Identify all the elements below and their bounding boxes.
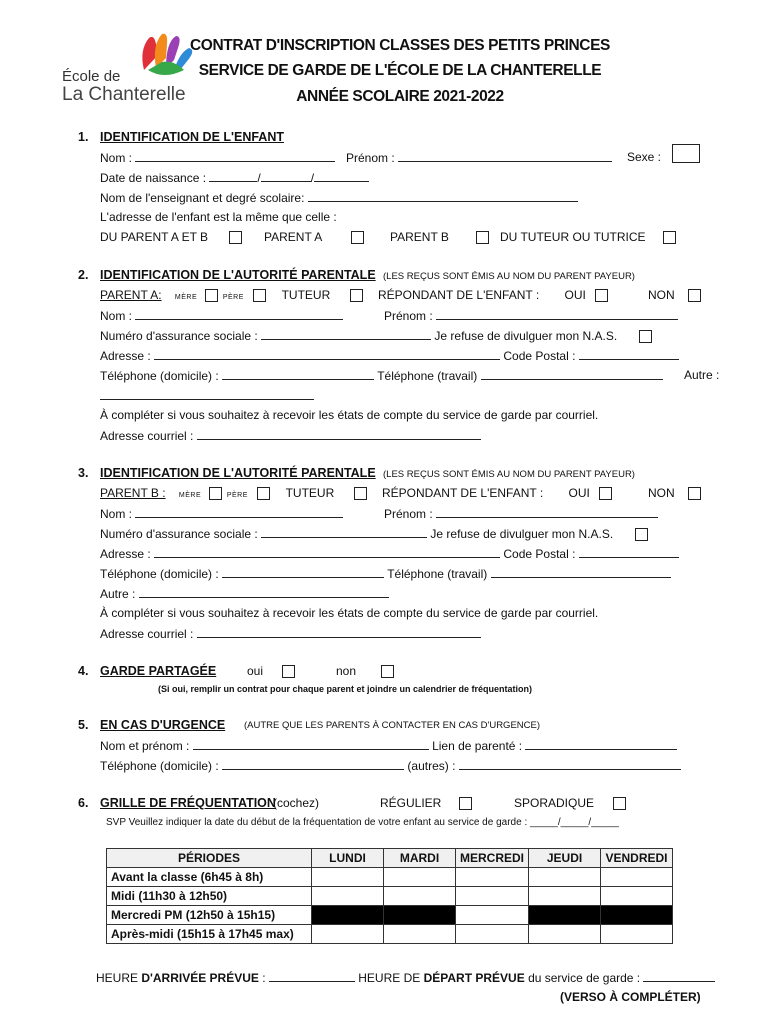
arrivee-colon: :	[258, 971, 266, 985]
child-name-row	[100, 150, 335, 165]
section6-number: 6.	[78, 796, 89, 810]
opt-parent-a-checkbox[interactable]	[351, 231, 364, 244]
section5-title: EN CAS D'URGENCE	[100, 718, 226, 732]
teacher-field[interactable]	[308, 190, 578, 202]
parent-a-prenom-label: Prénom :	[384, 309, 433, 323]
section5-note: (AUTRE QUE LES PARENTS À CONTACTER EN CAS D'URGENCE)	[244, 720, 540, 731]
urgence-tel-field[interactable]	[222, 758, 404, 770]
depart-label: DÉPART PRÉVUE	[423, 971, 525, 985]
depart-suffix: du service de garde :	[524, 971, 641, 985]
garde-non	[336, 664, 394, 678]
section2-note: (LES REÇUS SONT ÉMIS AU NOM DU PARENT PAYEUR)	[383, 271, 635, 282]
parent-a-tuteur-checkbox[interactable]	[350, 289, 363, 302]
grid-cell[interactable]	[456, 906, 529, 925]
parent-a-cp-label: Code Postal :	[503, 349, 576, 363]
title-line1: CONTRAT D'INSCRIPTION CLASSES DES PETITS PRINCES	[190, 37, 610, 54]
parent-b-adresse-row	[100, 546, 679, 561]
parent-a-nom-row	[100, 308, 343, 323]
parent-a-cp-field[interactable]	[579, 348, 679, 360]
parent-b-mere-label: MÈRE	[178, 492, 202, 499]
section3-title: IDENTIFICATION DE L'AUTORITÉ PARENTALE	[100, 466, 376, 480]
grid-cell[interactable]	[456, 925, 529, 944]
parent-a-pere-checkbox[interactable]	[253, 289, 266, 302]
grid-cell[interactable]	[312, 868, 384, 887]
teacher-label: Nom de l'enseignant et degré scolaire:	[100, 191, 305, 205]
svp-row	[106, 817, 619, 828]
urgence-tel-row	[100, 758, 681, 773]
grid-cell[interactable]	[601, 925, 673, 944]
parent-b-non	[648, 486, 701, 500]
teacher-row	[100, 190, 578, 205]
parent-a-label: PARENT A:	[100, 288, 162, 302]
parent-a-autre-field[interactable]	[100, 388, 314, 403]
grid-row-label: Après-midi (15h15 à 17h45 max)	[107, 925, 312, 944]
parent-a-non	[648, 288, 701, 302]
parent-b-prenom-label: Prénom :	[384, 507, 433, 521]
grid-row	[107, 868, 673, 887]
child-sexe-field[interactable]	[672, 144, 700, 163]
parent-b-courriel-note: À compléter si vous souhaitez à recevoir les états de compte du service de garde par courriel.	[100, 606, 599, 620]
title-line3: ANNÉE SCOLAIRE 2021-2022	[296, 88, 504, 105]
parent-b-non-checkbox[interactable]	[688, 487, 701, 500]
parent-a-refuse-checkbox[interactable]	[639, 330, 652, 343]
parent-a-adresse-row	[100, 348, 679, 363]
opt-tuteur-checkbox[interactable]	[663, 231, 676, 244]
grid-header-periodes: PÉRIODES	[107, 849, 312, 868]
opt-parent-a	[264, 230, 364, 244]
section5-number: 5.	[78, 718, 89, 732]
urgence-autres-label: (autres) :	[407, 759, 456, 773]
urgence-tel-label: Téléphone (domicile) :	[100, 759, 219, 773]
section2-title: IDENTIFICATION DE L'AUTORITÉ PARENTALE	[100, 268, 376, 282]
grid-header-vendredi: VENDREDI	[601, 849, 673, 868]
urgence-lien-label: Lien de parenté :	[432, 739, 523, 753]
parent-a-courriel-field[interactable]	[197, 428, 481, 440]
heure-de-label: HEURE DE	[354, 971, 424, 985]
regulier	[380, 796, 472, 810]
dob-row	[100, 170, 369, 185]
parent-a-nas-row	[100, 328, 652, 343]
parent-b-autre-field[interactable]	[139, 586, 389, 598]
grid-cell[interactable]	[529, 887, 601, 906]
grid-cell[interactable]	[529, 868, 601, 887]
parent-b-courriel-label: Adresse courriel :	[100, 627, 194, 641]
parent-b-prenom-field[interactable]	[436, 506, 658, 518]
grid-row-label: Mercredi PM (12h50 à 15h15)	[107, 906, 312, 925]
arrivee-field[interactable]	[269, 970, 355, 982]
dob-slash: /	[257, 171, 261, 185]
grid-cell[interactable]	[529, 925, 601, 944]
urgence-nom-label: Nom et prénom :	[100, 739, 190, 753]
school-logo	[62, 30, 186, 110]
parent-a-nas-field[interactable]	[261, 328, 431, 340]
parent-b-tel-row	[100, 566, 671, 581]
garde-note: (Si oui, remplir un contrat pour chaque parent et joindre un calendrier de fréquentation)	[158, 684, 533, 694]
child-nom-field[interactable]	[135, 150, 335, 162]
parent-a-refuse-label: Je refuse de divulguer mon N.A.S.	[434, 329, 618, 343]
garde-oui	[247, 664, 295, 678]
grid-header-lundi: LUNDI	[312, 849, 384, 868]
opt-parent-b-label: PARENT B	[390, 230, 449, 244]
parent-a-mere-label: MÈRE	[174, 294, 198, 301]
parent-b-nas-row	[100, 526, 648, 541]
svp-label: SVP Veuillez indiquer la date du début de la fréquentation de votre enfant au service de garde :	[106, 817, 528, 828]
title-line2: SERVICE DE GARDE DE L'ÉCOLE DE LA CHANTERELLE	[198, 62, 602, 79]
parent-b-prenom-row	[384, 506, 658, 521]
parent-b-label: PARENT B :	[100, 486, 166, 500]
opt-parent-ab-checkbox[interactable]	[229, 231, 242, 244]
parent-a-tel-row	[100, 368, 663, 383]
opt-tuteur-label: DU TUTEUR OU TUTRICE	[500, 230, 646, 244]
grid-cell-blocked	[529, 906, 601, 925]
grid-header-mardi: MARDI	[384, 849, 456, 868]
sporadique-checkbox[interactable]	[613, 797, 626, 810]
grid-row	[107, 906, 673, 925]
parent-b-non-label: NON	[648, 486, 675, 500]
parent-b-nas-field[interactable]	[261, 526, 427, 538]
parent-b-pere-checkbox[interactable]	[257, 487, 270, 500]
section4-title: GARDE PARTAGÉE	[100, 664, 217, 678]
parent-b-autre-row	[100, 586, 389, 601]
parent-a-nas-label: Numéro d'assurance sociale :	[100, 329, 258, 343]
start-date-field[interactable]: _____/_____/_____	[530, 817, 619, 828]
grid-header-jeudi: JEUDI	[529, 849, 601, 868]
parent-a-courriel-label: Adresse courriel :	[100, 429, 194, 443]
garde-non-label: non	[336, 664, 357, 678]
parent-b-nom-label: Nom :	[100, 507, 133, 521]
dob-label: Date de naissance :	[100, 171, 207, 185]
same-address-label: L'adresse de l'enfant est la même que celle :	[100, 210, 337, 224]
parent-b-pere-label: PÈRE	[226, 492, 248, 499]
urgence-lien-field[interactable]	[525, 738, 677, 750]
parent-a-adresse-field[interactable]	[154, 348, 500, 360]
opt-tuteur	[500, 230, 676, 244]
parent-b-oui-label: OUI	[568, 486, 590, 500]
section1-title: IDENTIFICATION DE L'ENFANT	[100, 130, 284, 144]
parent-b-teldom-field[interactable]	[222, 566, 384, 578]
parent-b-row	[100, 486, 612, 500]
child-nom-label: Nom :	[100, 151, 133, 165]
parent-b-cp-field[interactable]	[579, 546, 679, 558]
section3-header	[100, 466, 635, 480]
grid-row	[107, 925, 673, 944]
parent-a-adresse-label: Adresse :	[100, 349, 151, 363]
parent-a-prenom-row	[384, 308, 678, 323]
opt-parent-b	[390, 230, 489, 244]
regulier-checkbox[interactable]	[459, 797, 472, 810]
parent-a-nom-label: Nom :	[100, 309, 133, 323]
grid-cell[interactable]	[312, 887, 384, 906]
parent-b-teltrav-label: Téléphone (travail)	[387, 567, 488, 581]
grid-cell[interactable]	[456, 887, 529, 906]
section2-header	[100, 268, 635, 282]
urgence-nom-field[interactable]	[193, 738, 429, 750]
frequentation-grid	[106, 848, 673, 944]
urgence-nom-row	[100, 738, 677, 753]
parent-b-refuse-label: Je refuse de divulguer mon N.A.S.	[430, 527, 614, 541]
parent-b-nom-row	[100, 506, 343, 521]
parent-a-teldom-label: Téléphone (domicile) :	[100, 369, 219, 383]
section3-note: (LES REÇUS SONT ÉMIS AU NOM DU PARENT PAYEUR)	[383, 469, 635, 480]
grid-cell-blocked	[384, 906, 456, 925]
opt-parent-ab-label: DU PARENT A ET B	[100, 230, 209, 244]
parent-b-cp-label: Code Postal :	[503, 547, 576, 561]
parent-a-prenom-field[interactable]	[436, 308, 678, 320]
dob-day-field[interactable]	[209, 170, 257, 182]
verso-label: (VERSO À COMPLÉTER)	[560, 990, 701, 1004]
urgence-autres-field[interactable]	[459, 758, 681, 770]
parent-b-oui-checkbox[interactable]	[599, 487, 612, 500]
logo-line1: École de	[62, 68, 121, 85]
parent-a-oui-checkbox[interactable]	[595, 289, 608, 302]
depart-field[interactable]	[643, 970, 715, 982]
garde-oui-label: oui	[247, 664, 264, 678]
parent-b-mere-checkbox[interactable]	[209, 487, 222, 500]
parent-a-oui-label: OUI	[564, 288, 586, 302]
parent-b-courriel-row	[100, 626, 481, 641]
child-prenom-field[interactable]	[398, 150, 612, 162]
cochez-label: (cochez)	[273, 796, 320, 810]
parent-b-refuse-checkbox[interactable]	[635, 528, 648, 541]
grid-cell[interactable]	[456, 868, 529, 887]
parent-b-tuteur-checkbox[interactable]	[354, 487, 367, 500]
parent-a-mere-checkbox[interactable]	[205, 289, 218, 302]
parent-b-repondant-label: RÉPONDANT DE L'ENFANT :	[381, 486, 544, 500]
grid-header-row	[107, 849, 673, 868]
parent-a-pere-label: PÈRE	[222, 294, 244, 301]
heure-row	[96, 970, 715, 985]
parent-a-nom-field[interactable]	[135, 308, 343, 320]
opt-parent-a-label: PARENT A	[264, 230, 322, 244]
parent-b-autre-label: Autre :	[100, 587, 136, 601]
parent-a-row	[100, 288, 608, 302]
parent-b-tuteur-label: TUTEUR	[285, 486, 335, 500]
section6-title: GRILLE DE FRÉQUENTATION	[100, 796, 276, 810]
parent-a-teltrav-label: Téléphone (travail)	[377, 369, 478, 383]
grid-cell[interactable]	[384, 925, 456, 944]
garde-non-checkbox[interactable]	[381, 665, 394, 678]
parent-a-non-label: NON	[648, 288, 675, 302]
parent-b-adresse-field[interactable]	[154, 546, 500, 558]
parent-b-nas-label: Numéro d'assurance sociale :	[100, 527, 258, 541]
child-prenom-label: Prénom :	[346, 151, 395, 165]
parent-b-adresse-label: Adresse :	[100, 547, 151, 561]
sporadique-label: SPORADIQUE	[514, 796, 595, 810]
section3-number: 3.	[78, 466, 89, 480]
grid-row	[107, 887, 673, 906]
regulier-label: RÉGULIER	[380, 796, 442, 810]
grid-cell[interactable]	[601, 887, 673, 906]
parent-a-repondant-label: RÉPONDANT DE L'ENFANT :	[377, 288, 540, 302]
parent-a-courriel-note: À compléter si vous souhaitez à recevoir les états de compte du service de garde par courriel.	[100, 408, 599, 422]
grid-row-label: Avant la classe (6h45 à 8h)	[107, 868, 312, 887]
dob-year-field[interactable]	[314, 170, 369, 182]
section2-number: 2.	[78, 268, 89, 282]
parent-a-teltrav-field[interactable]	[481, 368, 663, 380]
parent-b-teldom-label: Téléphone (domicile) :	[100, 567, 219, 581]
parent-a-non-checkbox[interactable]	[688, 289, 701, 302]
parent-a-teldom-field[interactable]	[222, 368, 374, 380]
parent-a-courriel-row	[100, 428, 481, 443]
parent-b-nom-field[interactable]	[135, 506, 343, 518]
section1-number: 1.	[78, 130, 89, 144]
grid-cell-blocked	[312, 906, 384, 925]
parent-b-teltrav-field[interactable]	[491, 566, 671, 578]
dob-month-field[interactable]	[261, 170, 311, 182]
parent-b-courriel-field[interactable]	[197, 626, 481, 638]
child-sexe-label: Sexe :	[627, 150, 662, 164]
dob-slash: /	[310, 171, 315, 185]
child-prenom-row	[346, 150, 612, 165]
parent-a-autre-label: Autre :	[684, 368, 720, 382]
parent-a-tuteur-label: TUTEUR	[281, 288, 331, 302]
grid-cell[interactable]	[384, 868, 456, 887]
grid-cell[interactable]	[384, 887, 456, 906]
grid-header-mercredi: MERCREDI	[456, 849, 529, 868]
arrivee-label: D'ARRIVÉE PRÉVUE	[141, 971, 259, 985]
garde-oui-checkbox[interactable]	[282, 665, 295, 678]
grid-cell[interactable]	[601, 868, 673, 887]
grid-row-label: Midi (11h30 à 12h50)	[107, 887, 312, 906]
section4-number: 4.	[78, 664, 89, 678]
grid-cell-blocked	[601, 906, 673, 925]
sporadique	[514, 796, 626, 810]
opt-parent-b-checkbox[interactable]	[476, 231, 489, 244]
address-options-row	[100, 230, 242, 244]
logo-line2: La Chanterelle	[62, 84, 186, 105]
heure-prefix: HEURE	[96, 971, 142, 985]
grid-cell[interactable]	[312, 925, 384, 944]
